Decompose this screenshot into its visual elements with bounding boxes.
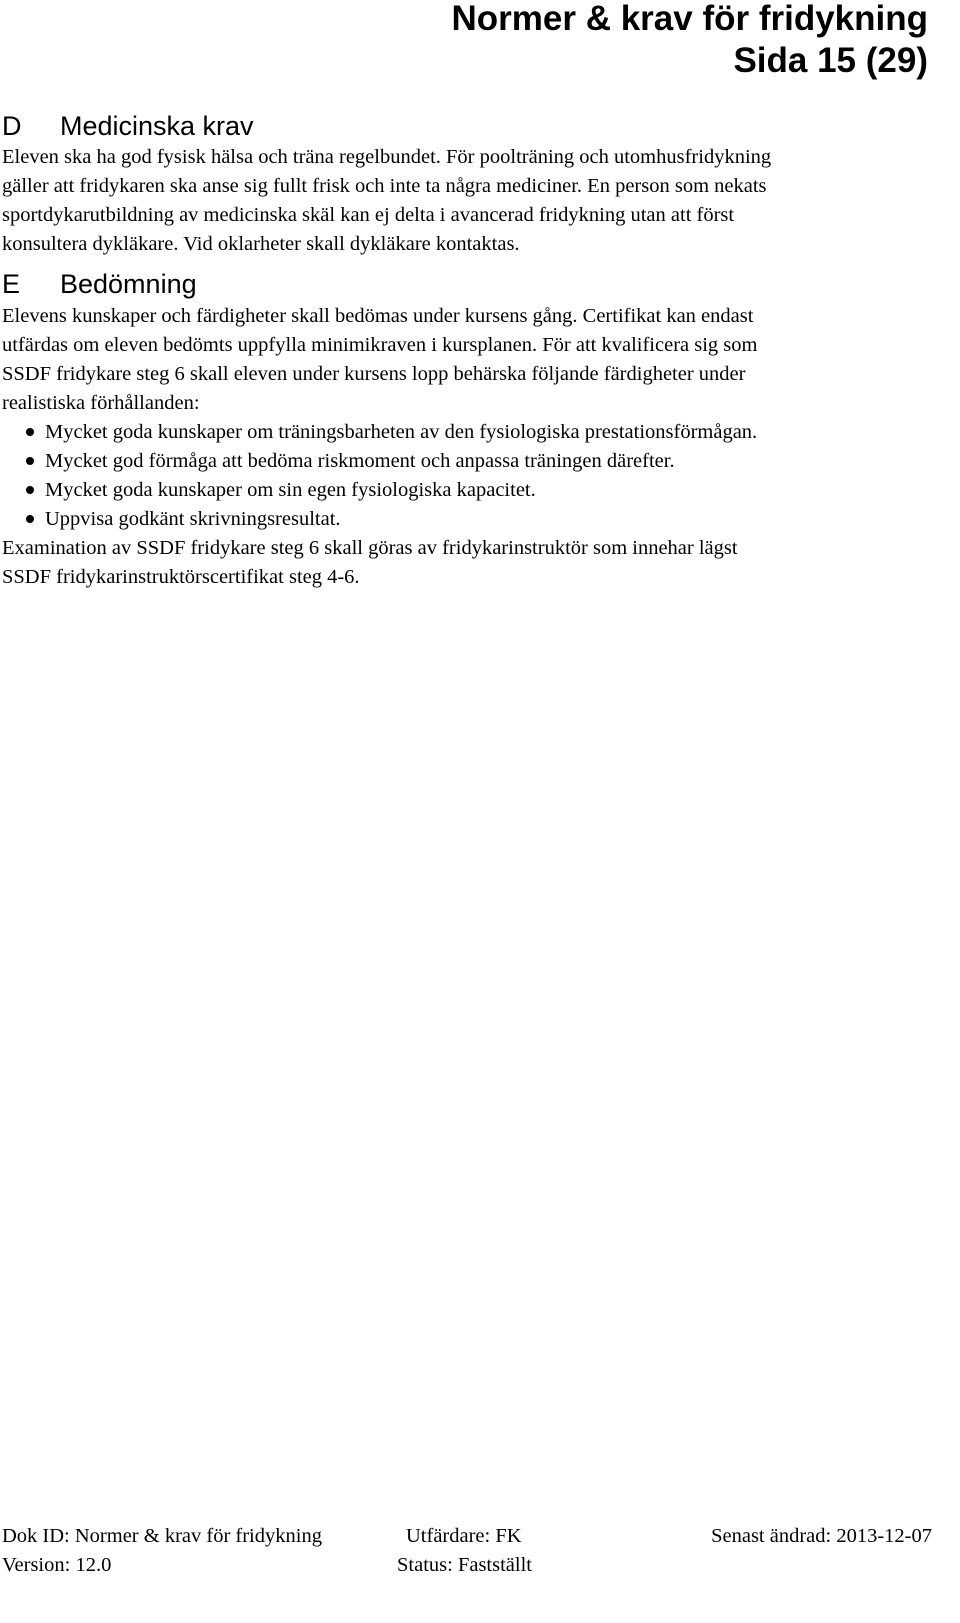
list-item-text: Mycket goda kunskaper om träningsbarheten av den fysiologiska prestationsförmågan.	[45, 421, 758, 443]
list-item-text: Mycket goda kunskaper om sin egen fysiologiska kapacitet.	[45, 479, 536, 501]
list-item-text: Uppvisa godkänt skrivningsresultat.	[45, 508, 341, 530]
list-item	[2, 505, 932, 534]
section-e-heading	[2, 268, 197, 300]
section-d-line: gäller att fridykaren ska anse sig fullt frisk och inte ta några mediciner. En person som nekats	[2, 175, 767, 197]
bullet-icon	[26, 428, 34, 436]
bullet-icon	[26, 486, 34, 494]
section-e-line: Elevens kunskaper och färdigheter skall bedömas under kursens gång. Certifikat kan endast	[2, 305, 754, 327]
list-item-text: Mycket god förmåga att bedöma riskmoment och anpassa träningen därefter.	[45, 450, 675, 472]
footer-version: Version: 12.0	[2, 1554, 112, 1576]
section-d-letter: D	[2, 111, 22, 141]
footer-issuer: Utfärdare: FK	[406, 1525, 522, 1547]
section-e-closing-line: SSDF fridykarinstruktörscertifikat steg 4-6.	[2, 566, 360, 588]
section-e-closing-line: Examination av SSDF fridykare steg 6 skall göras av fridykarinstruktör som innehar lägst	[2, 537, 738, 559]
section-d-line: konsultera dykläkare. Vid oklarheter skall dykläkare kontaktas.	[2, 233, 520, 255]
page-footer	[0, 1522, 932, 1582]
list-item	[2, 418, 932, 447]
list-item	[2, 476, 932, 505]
section-e-line: utfärdas om eleven bedömts uppfylla minimikraven i kursplanen. För att kvalificera sig som	[2, 334, 758, 356]
footer-doc-id: Dok ID: Normer & krav för fridykning	[2, 1525, 322, 1547]
section-d-body	[2, 143, 932, 259]
footer-last-changed: Senast ändrad: 2013-12-07	[711, 1525, 932, 1547]
section-d-title: Medicinska krav	[60, 111, 254, 141]
section-d-line: Eleven ska ha god fysisk hälsa och träna regelbundet. För poolträning och utomhusfridykning	[2, 146, 772, 168]
footer-status: Status: Fastställt	[397, 1554, 532, 1576]
section-e-letter: E	[2, 269, 21, 299]
section-e-title: Bedömning	[60, 269, 197, 299]
section-d-heading	[2, 110, 254, 142]
bullet-icon	[26, 515, 34, 523]
section-d-line: sportdykarutbildning av medicinska skäl kan ej delta i avancerad fridykning utan att först	[2, 204, 735, 226]
document-title: Normer & krav för fridykning	[451, 0, 928, 38]
skills-list	[2, 418, 932, 534]
section-e-line: SSDF fridykare steg 6 skall eleven under kursens lopp behärska följande färdigheter under	[2, 363, 746, 385]
list-item	[2, 447, 932, 476]
page-number: Sida 15 (29)	[733, 41, 928, 80]
section-e-body	[2, 302, 932, 592]
bullet-icon	[26, 457, 34, 465]
section-e-line: realistiska förhållanden:	[2, 392, 200, 414]
